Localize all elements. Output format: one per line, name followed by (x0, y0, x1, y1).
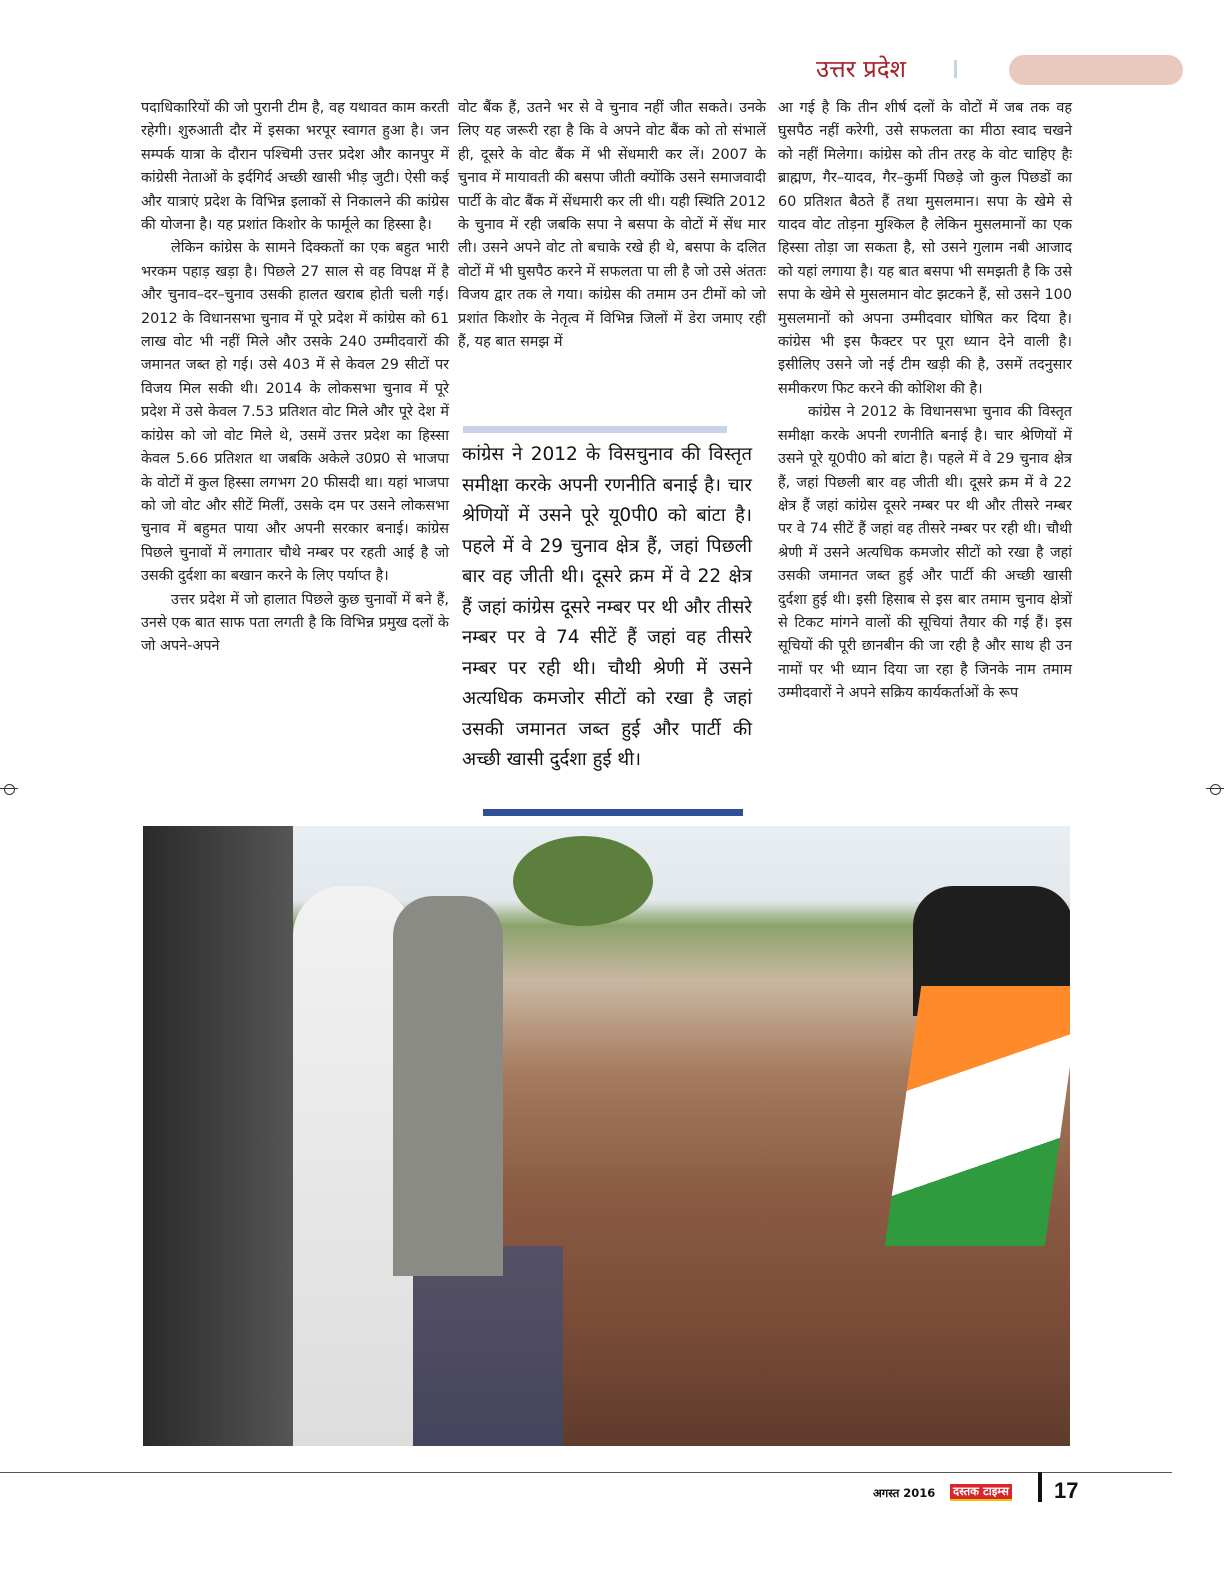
header-decoration (1009, 55, 1183, 85)
registration-mark-right (1206, 780, 1224, 798)
paragraph: वोट बैंक हैं, उतने भर से वे चुनाव नहीं जीत सकते। उनके लिए यह जरूरी रहा है कि वे अपने वोट बैंक को तो संभालें ही, दूसरे के वोट बैंक में भी सेंधमारी कर लें। 2007 के चुनाव में मायावती की बसपा जीती क्योंकि उसने समाजवादी पार्टी के वोट बैंक में सेंधमारी कर ली थी। यही स्थिति 2012 के चुनाव में रही जबकि सपा ने बसपा के वोटों में सेंध मार ली। उसने अपने वोट तो बचाके रखे ही थे, बसपा के दलित वोटों में भी घुसपैठ करने में सफलता पा ली है जो उसे अंततः विजय द्वार तक ले गया। कांग्रेस की तमाम उन टीमों को जो प्रशांत किशोर के नेतृत्व में विभिन्न जिलों में डेरा जमाए रही हैं, यह बात समझ में (458, 100, 766, 351)
paragraph: उत्तर प्रदेश में जो हालात पिछले कुछ चुनावों में बने हैं, उनसे एक बात साफ पता लगती है कि विभिन्न प्रमुख दलों के जो अपने-अपने (141, 591, 449, 655)
photo-tree (513, 836, 653, 926)
pull-quote: कांग्रेस ने 2012 के विसचुनाव की विस्तृत समीक्षा करके अपनी रणनीति बनाई है। चार श्रेणियों में उसने पूरे यू0पी0 को बांटा है। पहले में वे 29 चुनाव क्षेत्र हैं, जहां पिछली बार वह जीती थी। दूसरे क्रम में वे 22 क्षेत्र हैं जहां कांग्रेस दूसरे नम्बर पर थी और तीसरे नम्बर पर वे 74 सीटें हैं जहां वह तीसरे नम्बर पर रही थी। चौथी श्रेणी में उसने अत्यधिक कमजोर सीटों को रखा है जहां उसकी जमानत जब्त हुई और पार्टी की अच्छी खासी दुर्दशा हुई थी। (462, 444, 752, 770)
page-number: 17 (1054, 1478, 1079, 1503)
header-divider (954, 60, 957, 78)
paragraph: लेकिन कांग्रेस के सामने दिक्कतों का एक बहुत भारी भरकम पहाड़ खड़ा है। पिछले 27 साल से वह विपक्ष में है और चुनाव–दर–चुनाव उसकी हालत खराब होती चली गई। 2012 के विधानसभा चुनाव में पूरे प्रदेश में कांग्रेस को 61 लाख वोट भी नहीं मिले और उसके 240 उम्मीदवारों की जमानत जब्त हो गई। उसे 403 में से केवल 29 सीटों पर विजय मिल सकी थी। 2014 के लोकसभा चुनाव में पूरे प्रदेश में उसे केवल 7.53 प्रतिशत वोट मिले और पूरे देश में कांग्रेस को जो वोट मिले थे, उसमें उत्तर प्रदेश का हिस्सा केवल 5.66 प्रतिशत था जबकि अकेले उ0प्र0 से भाजपा के वोटों में कुल हिस्सा लगभग 20 फीसदी था। यहां भाजपा को जो वोट और सीटें मिलीं, उसके दम पर उसने लोकसभा चुनाव में बहुमत पाया और अपनी सरकार बनाई। कांग्रेस पिछले चुनावों में लगातार चौथे नम्बर पर रहती आई है जो उसकी दुर्दशा का बखान करने के लिए पर्याप्त है। (141, 240, 449, 585)
photo-security-guard (393, 896, 503, 1276)
pull-quote-bottom-bar (483, 809, 743, 816)
section-title: उत्तर प्रदेश (816, 55, 906, 83)
article-column-2 (458, 97, 766, 354)
paragraph: कांग्रेस ने 2012 के विधानसभा चुनाव की विस्तृत समीक्षा करके अपनी रणनीति बनाई है। चार श्रेणियों में उसने पूरे यू0पी0 को बांटा है। पहले में वे 29 चुनाव क्षेत्र हैं, जहां पिछली बार वह जीती थी। दूसरे क्रम में वे 22 क्षेत्र हैं जहां कांग्रेस दूसरे नम्बर पर थी और तीसरे नम्बर पर वे 74 सीटें हैं जहां वह तीसरे नम्बर पर रही थी। चौथी श्रेणी में उसने अत्यधिक कमजोर सीटों को रखा है जहां उसकी जमानत जब्त हुई और पार्टी की अच्छी खासी दुर्दशा हुई थी। इसी हिसाब से इस बार तमाम चुनाव क्षेत्रों से टिकट मांगने वालों की सूचियां तैयार की गई हैं। इस सूचियों की पूरी छानबीन की जा रही है और साथ ही उन नामों पर भी ध्यान दिया जा रहा है जिनके नाम तमाम उम्मीदवारों ने अपने सक्रिय कार्यकर्ताओं के रूप (778, 404, 1072, 702)
footer-rule (0, 1472, 1172, 1473)
paragraph: आ गई है कि तीन शीर्ष दलों के वोटों में जब तक वह घुसपैठ नहीं करेगी, उसे सफलता का मीठा स्वाद चखने को नहीं मिलेगा। कांग्रेस को तीन तरह के वोट चाहिए हैः ब्राह्मण, गैर–यादव, गैर–कुर्मी पिछड़े जो कुल पिछडों का 60 प्रतिशत बैठते हैं तथा मुसलमान। सपा के खेमे से यादव वोट तोड़ना मुश्किल है लेकिन मुसलमानों का एक हिस्सा तोड़ा जा सकता है, सो उसने गुलाम नबी आजाद को यहां लगाया है। यह बात बसपा भी समझती है कि उसे सपा के खेमे से मुसलमान वोट झटकने हैं, सो उसने 100 मुसलमानों को अपना उम्मीदवार घोषित कर दिया है। कांग्रेस भी इस फैक्टर पर पूरा ध्यान देने वाली है। इसीलिए उसने जो नई टीम खड़ी की है, उसमें तदनुसार समीकरण फिट करने की कोशिश की है। (778, 100, 1072, 397)
issue-date: अगस्त 2016 (873, 1486, 936, 1500)
photo-party-flag (885, 986, 1070, 1246)
article-column-1 (141, 97, 449, 659)
pull-quote-top-bar (463, 426, 727, 433)
photo-foreground-person (143, 826, 293, 1446)
rally-photo (143, 826, 1070, 1446)
article-column-3 (778, 97, 1072, 706)
paragraph: पदाधिकारियों की जो पुरानी टीम है, वह यथावत काम करती रहेगी। शुरुआती दौर में इसका भरपूर स्वागत हुआ है। जन सम्पर्क यात्रा के दौरान पश्चिमी उत्तर प्रदेश और कानपुर में कांग्रेसी नेताओं के इर्दगिर्द अच्छी खासी भीड़ जुटी। ऐसी कई और यात्राएं प्रदेश के विभिन्न इलाकों से निकालने की कांग्रेस की योजना है। यह प्रशांत किशोर के फार्मूले का हिस्सा है। (141, 100, 449, 234)
registration-mark-left (0, 780, 18, 798)
magazine-logo: दस्तक टाइम्स (950, 1484, 1012, 1501)
footer-divider (1038, 1472, 1042, 1502)
